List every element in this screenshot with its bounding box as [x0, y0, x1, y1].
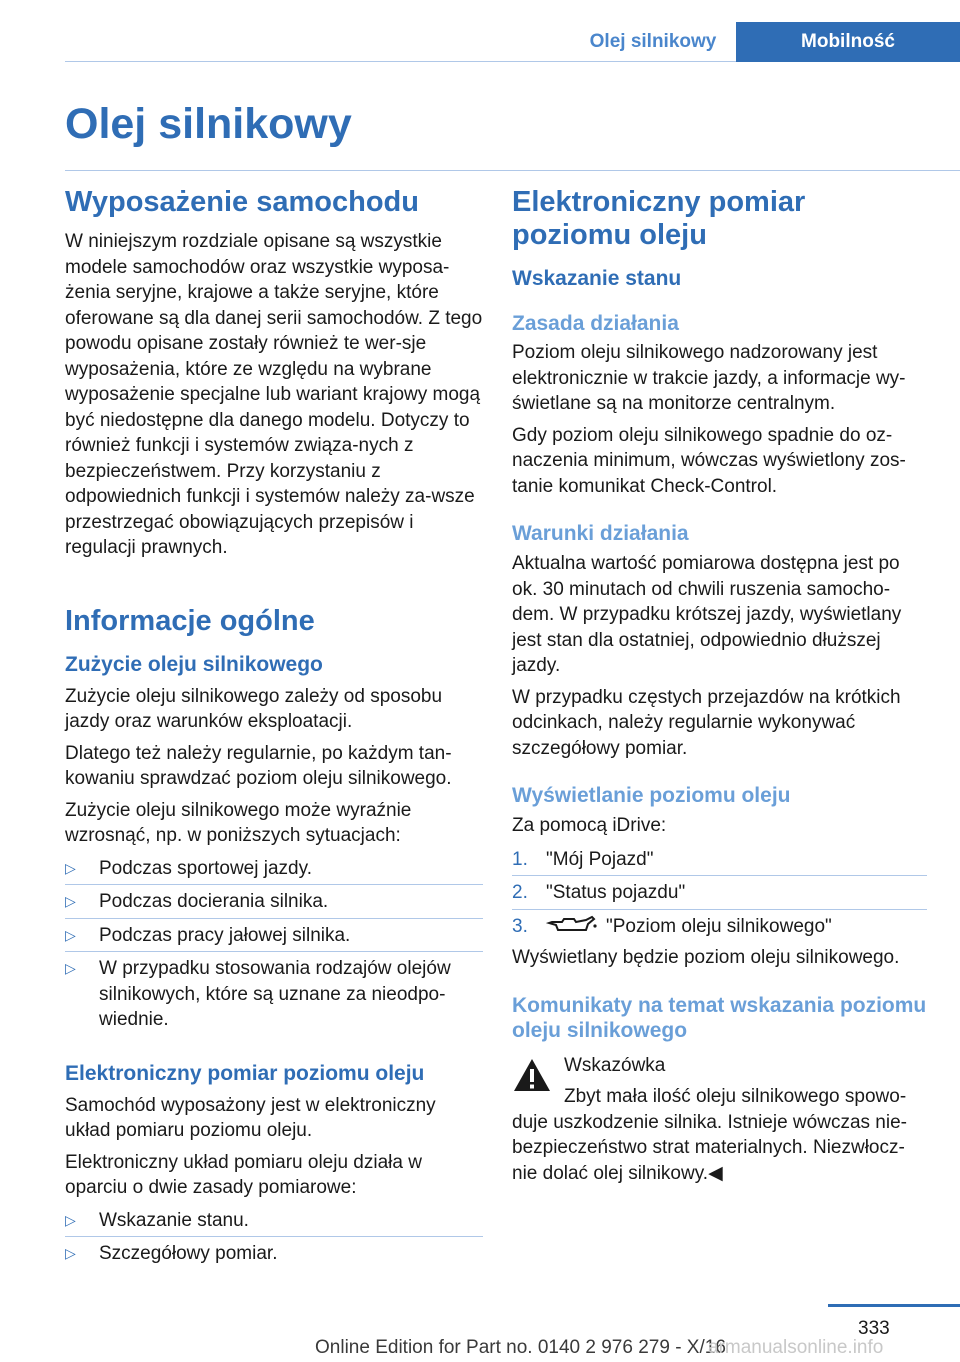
paragraph-electronic-1: Samochód wyposażony jest w elektroniczny układ pomiaru poziomu oleju.: [65, 1094, 436, 1141]
list-item: ▷ Szczegółowy pomiar.: [65, 1241, 483, 1267]
paragraph-consumption-2: Dlatego też należy regularnie, po każdym tan‐kowaniu sprawdzać poziom oleju silnikowego.: [65, 742, 452, 789]
list-divider: [65, 1236, 483, 1237]
principles-list: [65, 1208, 483, 1267]
list-divider: [65, 884, 483, 885]
heading-principle: Zasada działania: [512, 312, 679, 335]
heading-general: Informacje ogólne: [65, 604, 315, 637]
list-item: [512, 914, 927, 940]
list-item: ▷ Podczas docierania silnika.: [65, 889, 483, 915]
list-item: [512, 847, 927, 873]
header-section-tab[interactable]: Olej silnikowy: [589, 31, 717, 52]
page-number: 333: [858, 1318, 890, 1339]
steps-list: [512, 847, 927, 940]
step-number: 3.: [512, 915, 528, 937]
warning-text-rest: duje uszkodzenie silnika. Istnieje wówczas nie‐bezpieczeństwo strat materialnych. Niezwłocz‐nie dolać olej silnikowy.◀: [512, 1111, 907, 1184]
paragraph-consumption-1: Zużycie oleju silnikowego zależy od sposobu jazdy oraz warunków eksploatacji.: [65, 685, 443, 732]
list-item: ▷ W przypadku stosowania rodzajów olejów silnikowych, które są uznane za nieodpo‐wiednie.: [65, 956, 483, 1033]
oil-can-icon: [546, 914, 598, 936]
heading-electronic-left: Elektroniczny pomiar poziomu oleju: [65, 1061, 425, 1085]
step-number: 2.: [512, 882, 528, 903]
watermark: armanualsonline.info: [708, 1337, 884, 1358]
heading-messages: Komunikaty na temat wskazania poziomu oleju silnikowego: [512, 993, 927, 1042]
page-title: Olej silnikowy: [65, 100, 352, 148]
paragraph-electronic-2: Elektroniczny układ pomiaru oleju działa w oparciu o dwie zasady pomiarowe:: [65, 1151, 422, 1198]
warning-box: [512, 1053, 927, 1110]
paragraph-consumption-3: Zużycie oleju silnikowego może wyraźnie wzrosnąć, np. w poniższych sytuacjach:: [65, 799, 412, 846]
warning-text-first-line: Zbyt mała ilość oleju silnikowego spowo‐: [564, 1086, 907, 1107]
paragraph-conditions-1: Aktualna wartość pomiarowa dostępna jest po ok. 30 minutach od chwili ruszenia samocho‐dem. W przypadku krótszej jazdy, wyświetlany jest stan dla ostatniej, odpowiednio dłuższej jazdy.: [512, 553, 902, 676]
paragraph-equipment: W niniejszym rozdziale opisane są wszystkie modele samochodów oraz wszystkie wyposa‐żenia seryjne, krajowe a także seryjne, które oferowane są dla danej serii samochodów. Z tego powodu opisane zostały również te wer‐sje wyposażenia, które ze względu na wybrane wyposażenie specjalne lub wariant krajowy mogą być niedostępne dla danego modelu. Dotyczy to również funkcji i systemów związa‐nych z bezpieczeństwem. Przy korzystaniu z odpowiednich funkcji i systemów należy za‐wsze przestrzegać obowiązujących przepisów i regulacji prawnych.: [65, 231, 483, 558]
warning-triangle-icon: [512, 1057, 552, 1093]
paragraph-conditions-2: W przypadku częstych przejazdów na krótkich odcinkach, należy regularnie wykonywać szczegółowy pomiar.: [512, 686, 901, 759]
paragraph-result: Wyświetlany będzie poziom oleju silnikowego.: [512, 947, 900, 968]
step-text: "Poziom oleju silnikowego": [606, 915, 832, 937]
paragraph-display: Za pomocą iDrive:: [512, 815, 667, 836]
list-divider: [512, 875, 927, 876]
footer-rule: [828, 1304, 960, 1307]
heading-electronic-right: Elektroniczny pomiar poziomu oleju: [512, 186, 806, 251]
footer-edition: Online Edition for Part no. 0140 2 976 279 - X/16: [315, 1337, 726, 1358]
heading-conditions: Warunki działania: [512, 522, 689, 545]
situations-list: [65, 856, 483, 1033]
list-divider: [65, 918, 483, 919]
heading-equipment: Wyposażenie samochodu: [65, 186, 419, 218]
list-item: ▷ Podczas pracy jałowej silnika.: [65, 923, 483, 949]
heading-consumption: Zużycie oleju silnikowego: [65, 652, 323, 676]
paragraph-principle-1: Poziom oleju silnikowego nadzorowany jest elektronicznie w trakcie jazdy, a informacje wy‐świetlane są na monitorze centralnym.: [512, 342, 906, 414]
title-rule: [65, 170, 960, 171]
step-text: "Status pojazdu": [546, 882, 686, 903]
step-number: 1.: [512, 848, 528, 870]
list-item: ▷ Podczas sportowej jazdy.: [65, 856, 483, 882]
paragraph-principle-2: Gdy poziom oleju silnikowego spadnie do oz‐naczenia minimum, wówczas wyświetlony zos‐tanie komunikat Check-Control.: [512, 424, 906, 497]
warning-label: Wskazówka: [564, 1054, 666, 1076]
list-item: [512, 880, 927, 906]
left-column: [65, 180, 483, 1267]
step-text: "Mój Pojazd": [546, 848, 654, 870]
list-item: ▷ Wskazanie stanu.: [65, 1208, 483, 1234]
right-column: [512, 180, 927, 1186]
header-chapter-tab[interactable]: Mobilność: [736, 22, 960, 62]
list-divider: [65, 951, 483, 952]
heading-status: Wskazanie stanu: [512, 267, 682, 290]
heading-display: Wyświetlanie poziomu oleju: [512, 784, 791, 807]
list-divider: [512, 909, 927, 910]
